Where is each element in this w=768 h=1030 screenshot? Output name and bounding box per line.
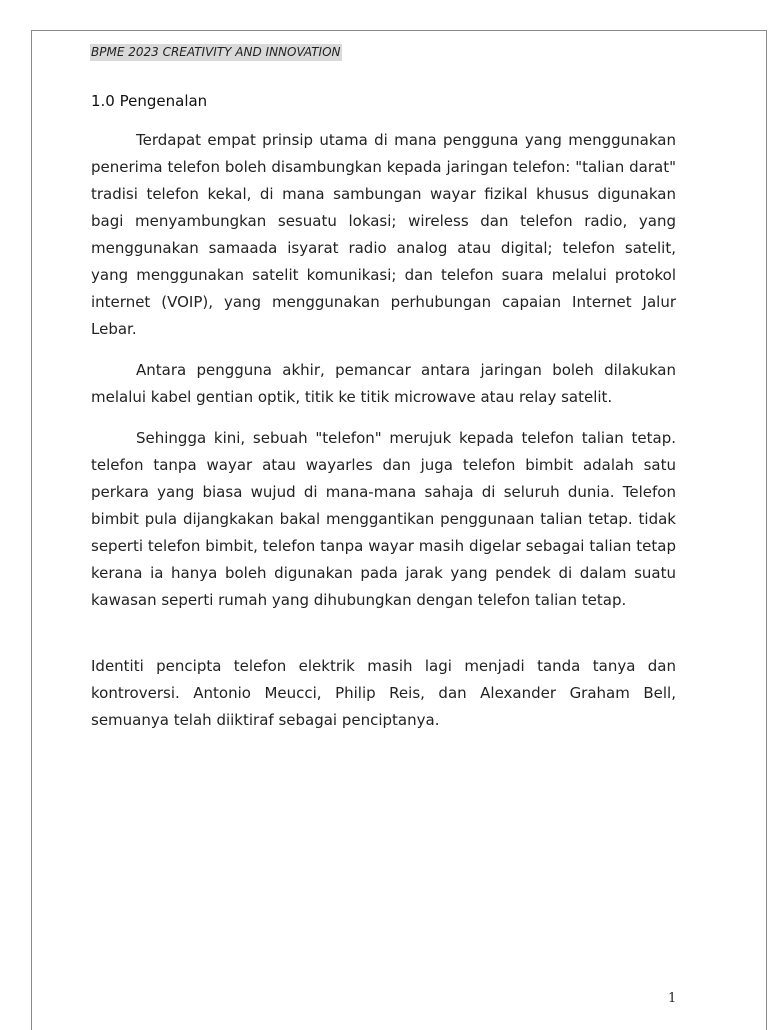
- paragraph-inventor: Identiti pencipta telefon elektrik masih lagi menjadi tanda tanya dan kontroversi. Antonio Meucci, Philip Reis, dan Alexander Graham Bell, semuanya telah diiktiraf sebagai penciptanya.: [91, 657, 676, 729]
- page-number: 1: [668, 991, 677, 1006]
- paragraph-transmission: Antara pengguna akhir, pemancar antara jaringan boleh dilakukan melalui kabel gentian optik, titik ke titik microwave atau relay satelit.: [91, 361, 676, 406]
- paragraph-telephone-types: Sehingga kini, sebuah "telefon" merujuk kepada telefon talian tetap. telefon tanpa wayar atau wayarles dan juga telefon bimbit adalah satu perkara yang biasa wujud di mana-mana sahaja di seluruh dunia. Telefon bimbit pula dijangkakan bakal menggantikan penggunaan talian tetap. tidak seperti telefon bimbit, telefon tanpa wayar masih digelar sebagai talian tetap kerana ia hanya boleh digunakan pada jarak yang pendek di dalam suatu kawasan seperti rumah yang dihubungkan dengan telefon talian tetap.: [91, 429, 676, 609]
- document-header: BPME 2023 CREATIVITY AND INNOVATION: [91, 45, 341, 59]
- paragraph-intro: Terdapat empat prinsip utama di mana pengguna yang menggunakan penerima telefon boleh disambungkan kepada jaringan telefon: "talian darat" tradisi telefon kekal, di mana sambungan wayar fizikal khusus digunakan bagi menyambungkan sesuatu lokasi; wireless dan telefon radio, yang menggunakan samaada isyarat radio analog atau digital; telefon satelit, yang menggunakan satelit komunikasi; dan telefon suara melalui protokol internet (VOIP), yang menggunakan perhubungan capaian Internet Jalur Lebar.: [91, 131, 676, 338]
- section-heading: 1.0 Pengenalan: [91, 92, 208, 110]
